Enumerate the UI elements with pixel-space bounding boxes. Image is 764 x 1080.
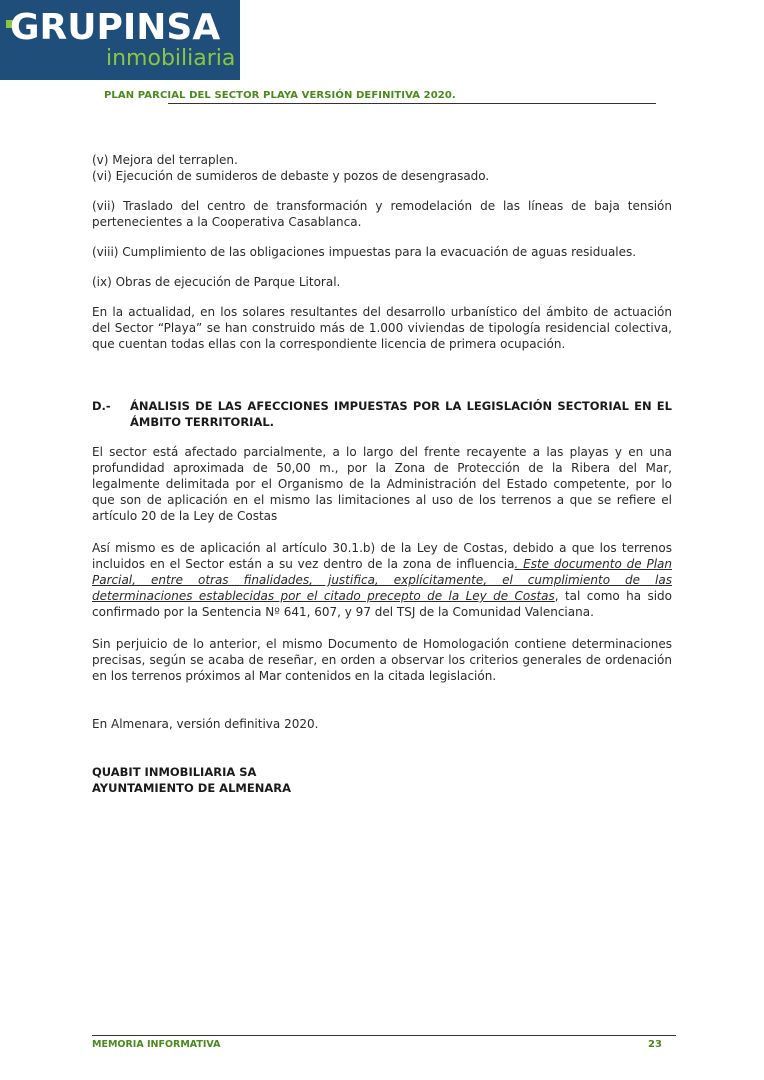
page-number: 23 [648,1039,662,1050]
paragraph-asimismo-part1: Así mismo es de aplicación al artículo 30.1.b) de la Ley de Costas, debido a que los terrenos incluidos en el Sector están a su vez dentro de la zona de influencia [92,541,672,571]
signatory-2: AYUNTAMIENTO DE ALMENARA [92,781,291,795]
paragraph-actualidad: En la actualidad, en los solares resultantes del desarrollo urbanístico del ámbito de actuación del Sector “Playa” se han construido más de 1.000 viviendas de tipología residencial colectiva, que cuentan todas ellas con la correspondiente licencia de primera ocupación. [92,305,672,351]
paragraph-sector: El sector está afectado parcialmente, a lo largo del frente recayente a las playas y en una profundidad aproximada de 50,00 m., por la Zona de Protección de la Ribera del Mar, legalmente delimitada por el Organismo de la Administración del Estado competente, por lo que son de aplicación en el mismo las limitaciones al uso de los terrenos a que se refiere el artículo 20 de la Ley de Costas [92,445,672,523]
section-d-heading [92,398,672,430]
place-date: En Almenara, versión definitiva 2020. [92,717,319,731]
paragraph-asimismo-emphasis: . Este documento de Plan Parcial, entre otras finalidades, justifica, explícitamente, el cumplimiento de las determinaciones establecidas por el citado precepto de la Ley de Costas [92,557,672,603]
paragraph-perjuicio: Sin perjuicio de lo anterior, el mismo Documento de Homologación contiene determinaciones precisas, según se acaba de reseñar, en orden a observar los criterios generales de ordenación en los terrenos próximos al Mar contenidos en la citada legislación. [92,637,672,683]
logo-sub-text: inmobiliaria [106,46,236,71]
company-logo [0,0,240,80]
footer-divider [92,1035,676,1036]
list-item-viii: (viii) Cumplimiento de las obligaciones impuestas para la evacuación de aguas residuales. [92,245,637,259]
list-item-v: (v) Mejora del terraplen. [92,153,238,167]
document-body [92,152,672,796]
signatory-1: QUABIT INMOBILIARIA SA [92,765,257,779]
paragraph-asimismo [92,540,672,620]
section-d-title: ÁNALISIS DE LAS AFECCIONES IMPUESTAS POR LA LEGISLACIÓN SECTORIAL EN EL ÁMBITO TERRITORIAL. [130,399,672,429]
page-header-title: PLAN PARCIAL DEL SECTOR PLAYA VERSIÓN DEFINITIVA 2020. [104,90,456,101]
section-d-number: D.- [92,399,111,413]
footer-section-label: MEMORIA INFORMATIVA [92,1039,221,1050]
header-divider [168,103,656,104]
list-item-vi: (vi) Ejecución de sumideros de debaste y pozos de desengrasado. [92,169,490,183]
list-item-ix: (ix) Obras de ejecución de Parque Litoral. [92,275,341,289]
logo-main-text: GRUPINSA [10,7,221,48]
list-item-vii: (vii) Traslado del centro de transformación y remodelación de las líneas de baja tensión pertenecientes a la Cooperativa Casablanca. [92,199,672,229]
paragraph-asimismo-part2: , tal como ha sido confirmado por la Sentencia Nº 641, 607, y 97 del TSJ de la Comunidad Valenciana. [92,589,672,619]
